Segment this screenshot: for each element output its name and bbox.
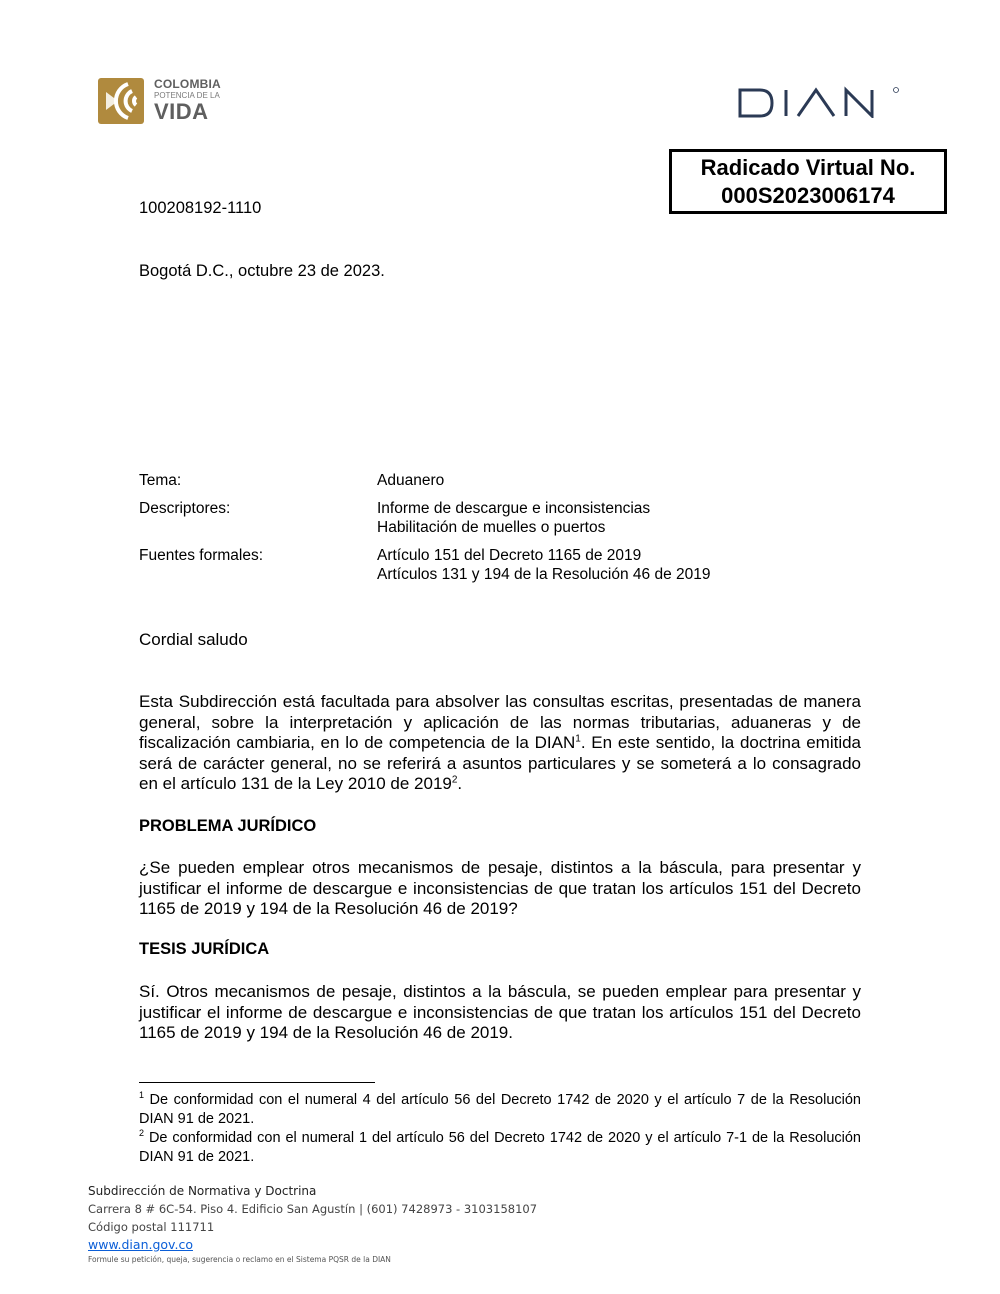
radicado-number: 000S2023006174 — [721, 183, 895, 208]
date-line: Bogotá D.C., octubre 23 de 2023. — [139, 262, 385, 280]
meta-descriptor-item: Informe de descargue e inconsistencias — [377, 500, 651, 517]
footer-postal: Código postal 111711 — [88, 1220, 215, 1234]
intro-text-part2: . En este sentido, la doctrina emitida será de carácter general, no se referirá a asuntos particulares y se someterá a lo consagrado en el artículo 131 de la Ley 2010 de 2019 — [139, 733, 862, 793]
logo-line-colombia: COLOMBIA — [154, 77, 221, 91]
footnote-2 — [139, 1129, 861, 1167]
footnote-mark: 1 — [139, 1090, 145, 1101]
radicado-label: Radicado Virtual No. — [700, 155, 916, 180]
dian-logo-wordmark-icon — [738, 86, 903, 118]
logo-line-potencia: POTENCIA DE LA — [154, 91, 220, 100]
meta-fuente-item: Artículos 131 y 194 de la Resolución 46 de 2019 — [377, 566, 711, 583]
meta-descriptor-item: Habilitación de muelles o puertos — [377, 519, 606, 536]
intro-paragraph — [139, 692, 861, 795]
footnote-text: De conformidad con el numeral 4 del artículo 56 del Decreto 1742 de 2020 y el artículo 7 de la Resolución DIAN 91 de 2021. — [139, 1092, 861, 1127]
footnote-ref-2[interactable]: 2 — [451, 774, 458, 786]
meta-fuente-item: Artículo 151 del Decreto 1165 de 2019 — [377, 547, 642, 564]
problema-paragraph: ¿Se pueden emplear otros mecanismos de pesaje, distintos a la báscula, para presentar y justificar el informe de descargue e inconsistencias de que tratan los artículos 151 del Decreto 1165 de 2019 y 194 de la Resolución 46 de 2019? — [139, 858, 861, 918]
tesis-heading: TESIS JURÍDICA — [139, 940, 270, 958]
footnote-divider — [139, 1082, 375, 1083]
problema-heading: PROBLEMA JURÍDICO — [139, 817, 317, 835]
colombia-potencia-logo — [98, 78, 238, 128]
tesis-paragraph: Sí. Otros mecanismos de pesaje, distintos a la báscula, se pueden emplear para presentar y justificar el informe de descargue e inconsistencias de que tratan los artículos 151 del Decreto 1165 de 2019 y 194 de la Resolución 46 de 2019. — [139, 982, 861, 1042]
page-footer — [88, 1182, 537, 1266]
footer-website-link[interactable]: www.dian.gov.co — [88, 1237, 193, 1252]
reference-number: 100208192-1110 — [139, 199, 262, 217]
radicado-box — [669, 149, 947, 214]
meta-tema-value: Aduanero — [377, 472, 445, 489]
intro-text-part1: Esta Subdirección está facultada para absolver las consultas escritas, presentadas de manera general, sobre la interpretación y aplicación de las normas tributarias, aduaneras y de fiscalización cambiaria, en lo de competencia de la DIAN — [139, 692, 861, 752]
footnote-text: De conformidad con el numeral 1 del artículo 56 del Decreto 1742 de 2020 y el artículo 7-1 de la Resolución DIAN 91 de 2021. — [139, 1130, 861, 1165]
meta-fuentes-label: Fuentes formales: — [139, 547, 264, 564]
intro-text-part3: . — [457, 774, 463, 793]
footnote-ref-1[interactable]: 1 — [575, 733, 581, 745]
footnote-mark: 2 — [139, 1128, 145, 1139]
logo-line-vida: VIDA — [154, 99, 209, 124]
footnote-1 — [139, 1091, 861, 1129]
colombia-logo-mark-icon — [98, 78, 148, 124]
dian-logo — [738, 86, 903, 118]
greeting: Cordial saludo — [139, 630, 248, 649]
footer-address: Carrera 8 # 6C-54. Piso 4. Edificio San Agustín | (601) 7428973 - 3103158107 — [88, 1202, 538, 1216]
footer-office: Subdirección de Normativa y Doctrina — [88, 1184, 317, 1198]
meta-tema-label: Tema: — [139, 472, 182, 489]
meta-descriptores-label: Descriptores: — [139, 500, 231, 517]
footer-pqsr-note: Formule su petición, queja, sugerencia o reclamo en el Sistema PQSR de la DIAN — [88, 1255, 391, 1264]
